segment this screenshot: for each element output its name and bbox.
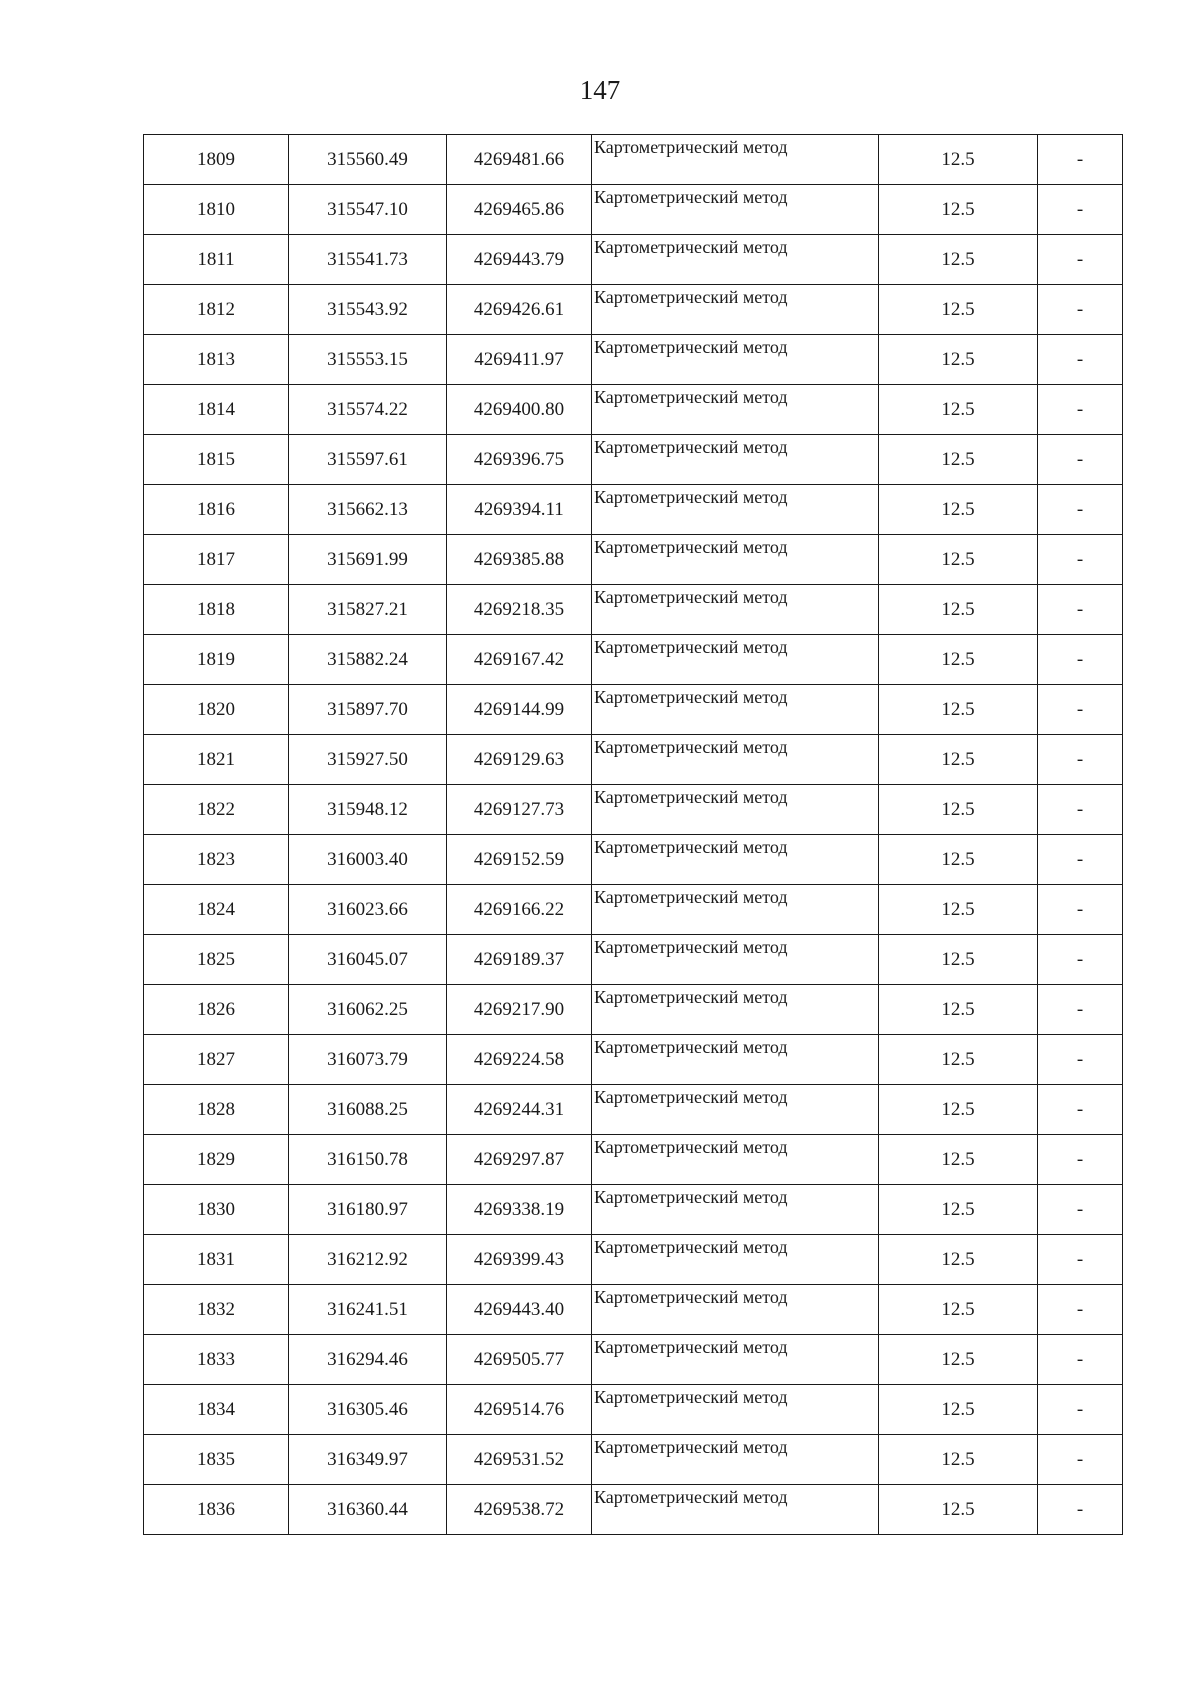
- method-cell: Картометрический метод: [592, 785, 879, 835]
- x-coordinate-cell: 316241.51: [289, 1285, 447, 1335]
- accuracy-cell: 12.5: [879, 1235, 1038, 1285]
- accuracy-cell: 12.5: [879, 235, 1038, 285]
- accuracy-cell: 12.5: [879, 1285, 1038, 1335]
- y-coordinate-cell: 4269224.58: [447, 1035, 592, 1085]
- accuracy-cell: 12.5: [879, 1385, 1038, 1435]
- y-coordinate-cell: 4269443.79: [447, 235, 592, 285]
- point-number-cell: 1816: [144, 485, 289, 535]
- x-coordinate-cell: 316360.44: [289, 1485, 447, 1535]
- accuracy-cell: 12.5: [879, 435, 1038, 485]
- point-number-cell: 1817: [144, 535, 289, 585]
- y-coordinate-cell: 4269531.52: [447, 1435, 592, 1485]
- table-row: [144, 435, 1123, 485]
- point-number-cell: 1814: [144, 385, 289, 435]
- table-row: [144, 1135, 1123, 1185]
- y-coordinate-cell: 4269338.19: [447, 1185, 592, 1235]
- x-coordinate-cell: 315827.21: [289, 585, 447, 635]
- x-coordinate-cell: 315948.12: [289, 785, 447, 835]
- point-number-cell: 1810: [144, 185, 289, 235]
- note-cell: -: [1038, 585, 1123, 635]
- note-cell: -: [1038, 1285, 1123, 1335]
- x-coordinate-cell: 315553.15: [289, 335, 447, 385]
- note-cell: -: [1038, 885, 1123, 935]
- x-coordinate-cell: 315560.49: [289, 135, 447, 185]
- y-coordinate-cell: 4269465.86: [447, 185, 592, 235]
- x-coordinate-cell: 315897.70: [289, 685, 447, 735]
- table-row: [144, 1235, 1123, 1285]
- accuracy-cell: 12.5: [879, 735, 1038, 785]
- accuracy-cell: 12.5: [879, 185, 1038, 235]
- coordinates-table: [143, 134, 1123, 1535]
- accuracy-cell: 12.5: [879, 335, 1038, 385]
- accuracy-cell: 12.5: [879, 585, 1038, 635]
- method-cell: Картометрический метод: [592, 535, 879, 585]
- table-row: [144, 1485, 1123, 1535]
- y-coordinate-cell: 4269144.99: [447, 685, 592, 735]
- point-number-cell: 1811: [144, 235, 289, 285]
- x-coordinate-cell: 316003.40: [289, 835, 447, 885]
- x-coordinate-cell: 315662.13: [289, 485, 447, 535]
- accuracy-cell: 12.5: [879, 635, 1038, 685]
- accuracy-cell: 12.5: [879, 985, 1038, 1035]
- y-coordinate-cell: 4269426.61: [447, 285, 592, 335]
- x-coordinate-cell: 316045.07: [289, 935, 447, 985]
- method-cell: Картометрический метод: [592, 435, 879, 485]
- accuracy-cell: 12.5: [879, 1435, 1038, 1485]
- x-coordinate-cell: 316062.25: [289, 985, 447, 1035]
- y-coordinate-cell: 4269400.80: [447, 385, 592, 435]
- method-cell: Картометрический метод: [592, 985, 879, 1035]
- accuracy-cell: 12.5: [879, 1335, 1038, 1385]
- point-number-cell: 1809: [144, 135, 289, 185]
- point-number-cell: 1815: [144, 435, 289, 485]
- y-coordinate-cell: 4269394.11: [447, 485, 592, 535]
- accuracy-cell: 12.5: [879, 935, 1038, 985]
- note-cell: -: [1038, 1485, 1123, 1535]
- table-row: [144, 335, 1123, 385]
- note-cell: -: [1038, 635, 1123, 685]
- note-cell: -: [1038, 785, 1123, 835]
- note-cell: -: [1038, 985, 1123, 1035]
- accuracy-cell: 12.5: [879, 835, 1038, 885]
- method-cell: Картометрический метод: [592, 485, 879, 535]
- note-cell: -: [1038, 1435, 1123, 1485]
- point-number-cell: 1836: [144, 1485, 289, 1535]
- method-cell: Картометрический метод: [592, 935, 879, 985]
- note-cell: -: [1038, 385, 1123, 435]
- y-coordinate-cell: 4269129.63: [447, 735, 592, 785]
- point-number-cell: 1835: [144, 1435, 289, 1485]
- y-coordinate-cell: 4269189.37: [447, 935, 592, 985]
- point-number-cell: 1834: [144, 1385, 289, 1435]
- table-row: [144, 985, 1123, 1035]
- y-coordinate-cell: 4269167.42: [447, 635, 592, 685]
- page-number: 147: [579, 75, 621, 105]
- table-row: [144, 485, 1123, 535]
- method-cell: Картометрический метод: [592, 135, 879, 185]
- y-coordinate-cell: 4269152.59: [447, 835, 592, 885]
- table-row: [144, 885, 1123, 935]
- table-row: [144, 635, 1123, 685]
- point-number-cell: 1826: [144, 985, 289, 1035]
- table-row: [144, 735, 1123, 785]
- table-row: [144, 1185, 1123, 1235]
- y-coordinate-cell: 4269218.35: [447, 585, 592, 635]
- accuracy-cell: 12.5: [879, 1085, 1038, 1135]
- accuracy-cell: 12.5: [879, 1035, 1038, 1085]
- point-number-cell: 1832: [144, 1285, 289, 1335]
- method-cell: Картометрический метод: [592, 1185, 879, 1235]
- method-cell: Картометрический метод: [592, 335, 879, 385]
- method-cell: Картометрический метод: [592, 1435, 879, 1485]
- y-coordinate-cell: 4269166.22: [447, 885, 592, 935]
- x-coordinate-cell: 315597.61: [289, 435, 447, 485]
- point-number-cell: 1825: [144, 935, 289, 985]
- accuracy-cell: 12.5: [879, 485, 1038, 535]
- x-coordinate-cell: 315541.73: [289, 235, 447, 285]
- note-cell: -: [1038, 1185, 1123, 1235]
- y-coordinate-cell: 4269481.66: [447, 135, 592, 185]
- accuracy-cell: 12.5: [879, 685, 1038, 735]
- table-row: [144, 235, 1123, 285]
- table-row: [144, 1285, 1123, 1335]
- y-coordinate-cell: 4269217.90: [447, 985, 592, 1035]
- table-row: [144, 835, 1123, 885]
- y-coordinate-cell: 4269244.31: [447, 1085, 592, 1135]
- table-row: [144, 1085, 1123, 1135]
- note-cell: -: [1038, 235, 1123, 285]
- table-row: [144, 1385, 1123, 1435]
- method-cell: Картометрический метод: [592, 1085, 879, 1135]
- table-row: [144, 535, 1123, 585]
- point-number-cell: 1812: [144, 285, 289, 335]
- y-coordinate-cell: 4269411.97: [447, 335, 592, 385]
- accuracy-cell: 12.5: [879, 1485, 1038, 1535]
- method-cell: Картометрический метод: [592, 885, 879, 935]
- note-cell: -: [1038, 1385, 1123, 1435]
- point-number-cell: 1828: [144, 1085, 289, 1135]
- table-row: [144, 185, 1123, 235]
- point-number-cell: 1822: [144, 785, 289, 835]
- accuracy-cell: 12.5: [879, 535, 1038, 585]
- point-number-cell: 1824: [144, 885, 289, 935]
- method-cell: Картометрический метод: [592, 385, 879, 435]
- x-coordinate-cell: 316023.66: [289, 885, 447, 935]
- table-row: [144, 135, 1123, 185]
- x-coordinate-cell: 316073.79: [289, 1035, 447, 1085]
- table-row: [144, 935, 1123, 985]
- table-row: [144, 1335, 1123, 1385]
- x-coordinate-cell: 316180.97: [289, 1185, 447, 1235]
- accuracy-cell: 12.5: [879, 1185, 1038, 1235]
- note-cell: -: [1038, 935, 1123, 985]
- y-coordinate-cell: 4269297.87: [447, 1135, 592, 1185]
- note-cell: -: [1038, 735, 1123, 785]
- point-number-cell: 1829: [144, 1135, 289, 1185]
- note-cell: -: [1038, 835, 1123, 885]
- method-cell: Картометрический метод: [592, 735, 879, 785]
- x-coordinate-cell: 315691.99: [289, 535, 447, 585]
- x-coordinate-cell: 315882.24: [289, 635, 447, 685]
- y-coordinate-cell: 4269127.73: [447, 785, 592, 835]
- note-cell: -: [1038, 435, 1123, 485]
- y-coordinate-cell: 4269505.77: [447, 1335, 592, 1385]
- table-row: [144, 1035, 1123, 1085]
- coordinates-table-body: [144, 135, 1123, 1535]
- method-cell: Картометрический метод: [592, 1485, 879, 1535]
- y-coordinate-cell: 4269385.88: [447, 535, 592, 585]
- accuracy-cell: 12.5: [879, 385, 1038, 435]
- x-coordinate-cell: 315927.50: [289, 735, 447, 785]
- x-coordinate-cell: 316294.46: [289, 1335, 447, 1385]
- table-row: [144, 285, 1123, 335]
- table-row: [144, 1435, 1123, 1485]
- method-cell: Картометрический метод: [592, 1285, 879, 1335]
- accuracy-cell: 12.5: [879, 1135, 1038, 1185]
- point-number-cell: 1830: [144, 1185, 289, 1235]
- point-number-cell: 1818: [144, 585, 289, 635]
- x-coordinate-cell: 316088.25: [289, 1085, 447, 1135]
- point-number-cell: 1813: [144, 335, 289, 385]
- point-number-cell: 1821: [144, 735, 289, 785]
- method-cell: Картометрический метод: [592, 585, 879, 635]
- point-number-cell: 1831: [144, 1235, 289, 1285]
- x-coordinate-cell: 315547.10: [289, 185, 447, 235]
- accuracy-cell: 12.5: [879, 135, 1038, 185]
- accuracy-cell: 12.5: [879, 285, 1038, 335]
- x-coordinate-cell: 315543.92: [289, 285, 447, 335]
- x-coordinate-cell: 316212.92: [289, 1235, 447, 1285]
- note-cell: -: [1038, 1135, 1123, 1185]
- note-cell: -: [1038, 1235, 1123, 1285]
- method-cell: Картометрический метод: [592, 1035, 879, 1085]
- note-cell: -: [1038, 1035, 1123, 1085]
- x-coordinate-cell: 316349.97: [289, 1435, 447, 1485]
- note-cell: -: [1038, 685, 1123, 735]
- method-cell: Картометрический метод: [592, 835, 879, 885]
- method-cell: Картометрический метод: [592, 185, 879, 235]
- accuracy-cell: 12.5: [879, 785, 1038, 835]
- point-number-cell: 1827: [144, 1035, 289, 1085]
- x-coordinate-cell: 316150.78: [289, 1135, 447, 1185]
- table-row: [144, 385, 1123, 435]
- note-cell: -: [1038, 335, 1123, 385]
- table-row: [144, 585, 1123, 635]
- note-cell: -: [1038, 185, 1123, 235]
- method-cell: Картометрический метод: [592, 285, 879, 335]
- method-cell: Картометрический метод: [592, 1235, 879, 1285]
- table-row: [144, 785, 1123, 835]
- x-coordinate-cell: 316305.46: [289, 1385, 447, 1435]
- method-cell: Картометрический метод: [592, 235, 879, 285]
- point-number-cell: 1820: [144, 685, 289, 735]
- method-cell: Картометрический метод: [592, 685, 879, 735]
- point-number-cell: 1819: [144, 635, 289, 685]
- y-coordinate-cell: 4269538.72: [447, 1485, 592, 1535]
- table-row: [144, 685, 1123, 735]
- y-coordinate-cell: 4269443.40: [447, 1285, 592, 1335]
- note-cell: -: [1038, 1335, 1123, 1385]
- note-cell: -: [1038, 535, 1123, 585]
- y-coordinate-cell: 4269399.43: [447, 1235, 592, 1285]
- method-cell: Картометрический метод: [592, 1385, 879, 1435]
- y-coordinate-cell: 4269514.76: [447, 1385, 592, 1435]
- point-number-cell: 1833: [144, 1335, 289, 1385]
- note-cell: -: [1038, 1085, 1123, 1135]
- method-cell: Картометрический метод: [592, 1335, 879, 1385]
- accuracy-cell: 12.5: [879, 885, 1038, 935]
- note-cell: -: [1038, 285, 1123, 335]
- method-cell: Картометрический метод: [592, 1135, 879, 1185]
- note-cell: -: [1038, 135, 1123, 185]
- point-number-cell: 1823: [144, 835, 289, 885]
- y-coordinate-cell: 4269396.75: [447, 435, 592, 485]
- note-cell: -: [1038, 485, 1123, 535]
- x-coordinate-cell: 315574.22: [289, 385, 447, 435]
- method-cell: Картометрический метод: [592, 635, 879, 685]
